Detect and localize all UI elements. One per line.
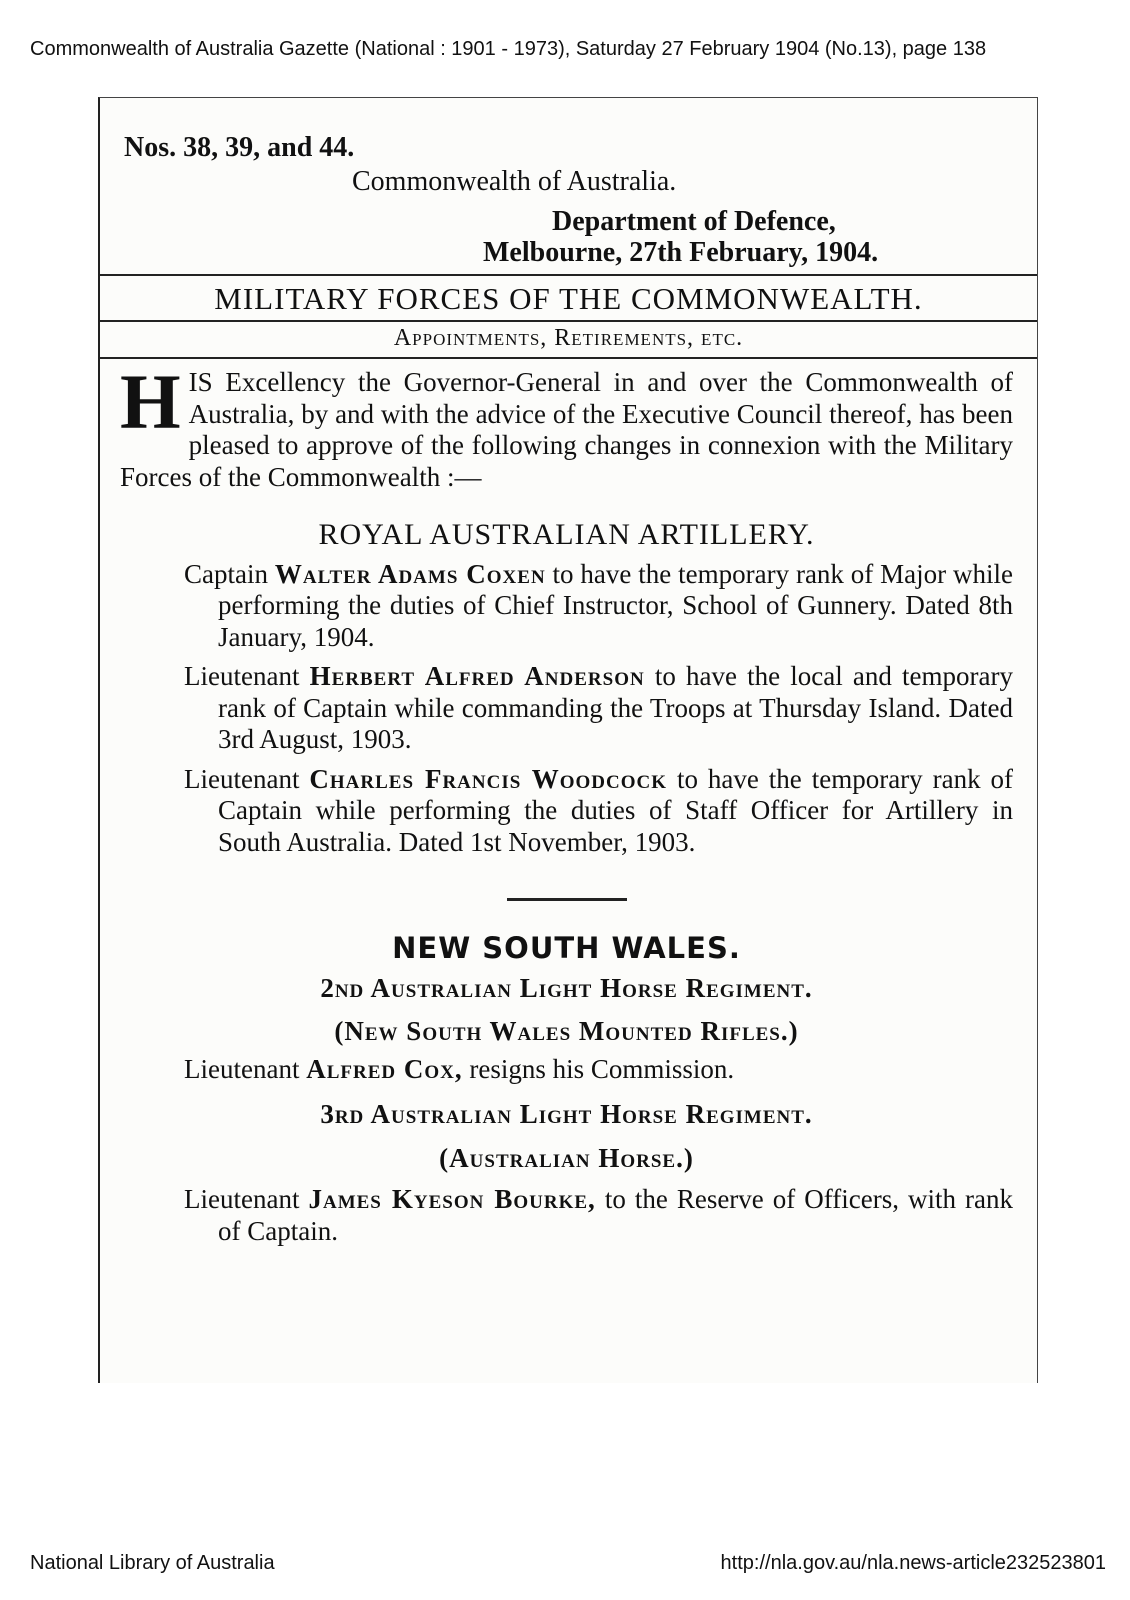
- intro-text: IS Excellency the Governor-General in and over the Commonwealth of Australia, by and with the advice of the Executive Council thereof, has been pleased to approve of the following changes in connexion with the Military Forces of the Commonwealth :—: [120, 367, 1013, 492]
- entry-woodcock: [120, 764, 1013, 859]
- notice-numbers: Nos. 38, 39, and 44.: [124, 132, 355, 163]
- entry-rank: Lieutenant: [184, 1184, 300, 1214]
- regiment-3rd-alh-sub: (Australian Horse.): [439, 1142, 694, 1173]
- entry-name: Alfred Cox,: [306, 1053, 463, 1084]
- notice-header: [100, 98, 1037, 276]
- section-title-nsw: NEW SOUTH WALES.: [392, 931, 741, 965]
- entry-bourke: [120, 1184, 1013, 1247]
- footer-url[interactable]: http://nla.gov.au/nla.news-article232523801: [720, 1552, 1106, 1574]
- entry-name: Walter Adams Coxen: [274, 558, 546, 589]
- entry-text: to have the local and temporary rank of Captain while commanding the Troops at Thursday Island. Dated 3rd August, 1903.: [218, 661, 1013, 754]
- department: Department of Defence,: [552, 206, 836, 237]
- entry-rank: Captain: [184, 558, 268, 589]
- section-divider: [507, 898, 627, 901]
- drop-cap: H: [120, 358, 181, 445]
- place-date: Melbourne, 27th February, 1904.: [483, 237, 879, 268]
- entry-name: Charles Francis Woodcock: [309, 763, 668, 794]
- issuer: Commonwealth of Australia.: [352, 166, 677, 197]
- entry-name: James Kyeson Bourke,: [308, 1184, 596, 1214]
- heading: MILITARY FORCES OF THE COMMONWEALTH.: [214, 281, 923, 316]
- entry-anderson: [120, 661, 1013, 756]
- regiment-2nd-alh: 2nd Australian Light Horse Regiment.: [320, 972, 813, 1003]
- regiment-2nd-alh-sub: (New South Wales Mounted Rifles.): [334, 1016, 799, 1046]
- entry-rank: Lieutenant: [184, 763, 300, 794]
- entry-text: to have the temporary rank of Captain while performing the duties of Staff Officer for Artillery in South Australia. Dated 1st November, 1903.: [218, 763, 1014, 857]
- entry-coxen: [120, 559, 1013, 654]
- footer-source: National Library of Australia: [30, 1552, 275, 1574]
- page-header: Commonwealth of Australia Gazette (National : 1901 - 1973), Saturday 27 February 1904 (No.13), page 138: [30, 38, 987, 60]
- entry-text: to the Reserve of Officers, with rank of Captain.: [218, 1184, 1014, 1246]
- heading-bar: [100, 276, 1037, 322]
- section-title-artillery: ROYAL AUSTRALIAN ARTILLERY.: [318, 518, 815, 551]
- regiment-3rd-alh: 3rd Australian Light Horse Regiment.: [320, 1099, 813, 1129]
- notice-body: [100, 359, 1037, 1247]
- entry-rank: Lieutenant: [184, 1053, 300, 1084]
- subheading: Appointments, Retirements, etc.: [393, 325, 744, 351]
- entry-text: resigns his Commission.: [469, 1053, 735, 1084]
- intro-paragraph: [120, 358, 1013, 493]
- entry-rank: Lieutenant: [184, 661, 300, 691]
- entry-name: Herbert Alfred Anderson: [309, 661, 645, 691]
- subheading-bar: [100, 322, 1037, 359]
- entry-cox: [120, 1054, 1013, 1086]
- gazette-clipping: [98, 97, 1038, 1383]
- entry-text: to have the temporary rank of Major while performing the duties of Chief Instructor, School of Gunnery. Dated 8th January, 1904.: [218, 558, 1014, 652]
